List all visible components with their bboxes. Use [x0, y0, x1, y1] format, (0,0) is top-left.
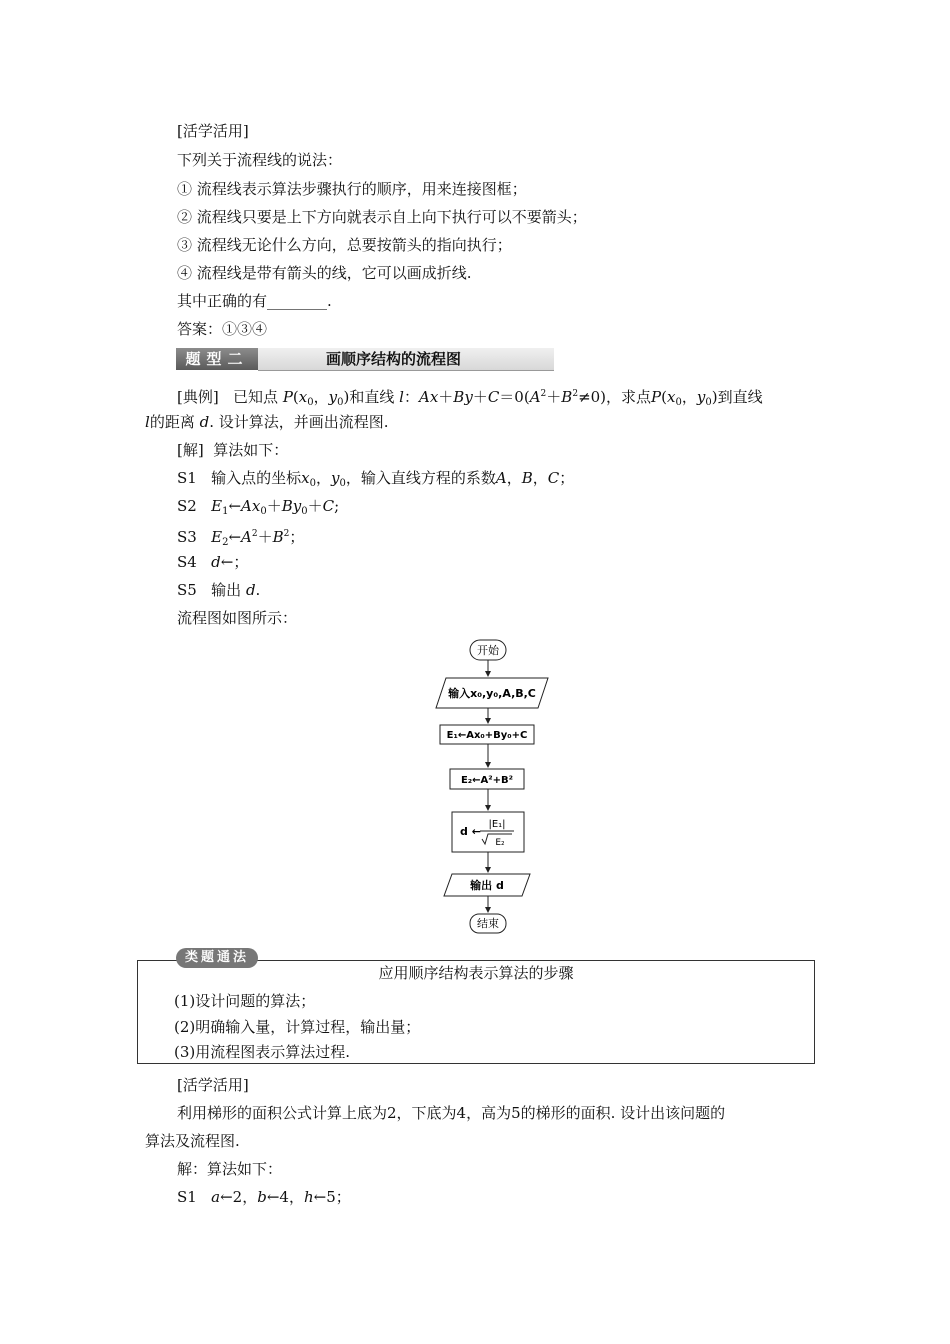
solution-step-1: S1 a←2，b←4，h←5；	[177, 1188, 351, 1206]
statement-1: ① 流程线表示算法步骤执行的顺序，用来连接图框；	[177, 180, 527, 198]
summary-item-3: (3)用流程图表示算法过程.	[174, 1043, 351, 1061]
example-line-2: l的距离 d. 设计算法，并画出流程图.	[145, 413, 389, 431]
method-summary-box	[137, 960, 815, 1064]
start-text: 开始	[477, 644, 499, 657]
input-text: 输入x₀,y₀,A,B,C	[448, 687, 536, 700]
statement-2: ② 流程线只要是上下方向就表示自上向下执行可以不要箭头；	[177, 208, 587, 226]
output-text: 输出 d	[470, 879, 504, 892]
step-s5: S5 输出 d.	[177, 581, 261, 599]
answer: 答案：①③④	[177, 320, 268, 338]
statement-3: ③ 流程线无论什么方向，总要按箭头的指向执行；	[177, 236, 512, 254]
flowchart-caption: 流程图如图所示：	[177, 609, 298, 627]
problem-line-1: 利用梯形的面积公式计算上底为2，下底为4，高为5的梯形的面积. 设计出该问题的	[177, 1104, 726, 1122]
question: 其中正确的有________.	[177, 292, 332, 310]
end-text: 结束	[477, 917, 499, 930]
e1-text: E₁←Ax₀+By₀+C	[446, 730, 528, 741]
section2-heading: [活学活用]	[177, 1076, 249, 1094]
section1-intro: 下列关于流程线的说法：	[177, 151, 343, 169]
problem-line-2: 算法及流程图.	[145, 1132, 240, 1150]
d-num-text: |E₁|	[488, 819, 506, 830]
banner-title: 画顺序结构的流程图	[326, 350, 462, 368]
step-s3: S3 $E_2\leftarrow A^2+B^2$；	[177, 528, 305, 548]
step-s1: S1 输入点的坐标$x_0$，$y_0$，输入直线方程的系数A，B，C；	[177, 469, 575, 489]
summary-item-1: (1)设计问题的算法；	[174, 992, 316, 1010]
step-s4: S4 d←；	[177, 553, 249, 571]
summary-item-2: (2)明确输入量，计算过程，输出量；	[174, 1018, 421, 1036]
flowchart	[420, 636, 560, 936]
e2-text: E₂←A²+B²	[460, 775, 514, 786]
section-banner	[176, 348, 554, 370]
step-s2: S2 $E_1\leftarrow Ax_0+By_0+C$;	[177, 497, 340, 517]
section1-heading: [活学活用]	[177, 122, 249, 140]
example-line-1: [典例] 已知点 $P(x_0$，$y_0$)和直线 l：$Ax+By+C=0(A^2+B^2\ne 0)$，求点$P(x_0$，$y_0$)到直线	[177, 388, 763, 408]
summary-title: 应用顺序结构表示算法的步骤	[378, 964, 574, 982]
example-label: [典例]	[177, 388, 219, 406]
d-den-text: E₂	[495, 838, 505, 848]
d-lhs-text: d ←	[460, 825, 481, 838]
solution-intro: [解] 算法如下：	[177, 441, 289, 459]
solution-heading: 解：算法如下：	[177, 1160, 283, 1178]
summary-tag: 类题通法	[176, 948, 258, 968]
statement-4: ④ 流程线是带有箭头的线，它可以画成折线.	[177, 264, 472, 282]
banner-tag: 题型二	[176, 348, 258, 370]
